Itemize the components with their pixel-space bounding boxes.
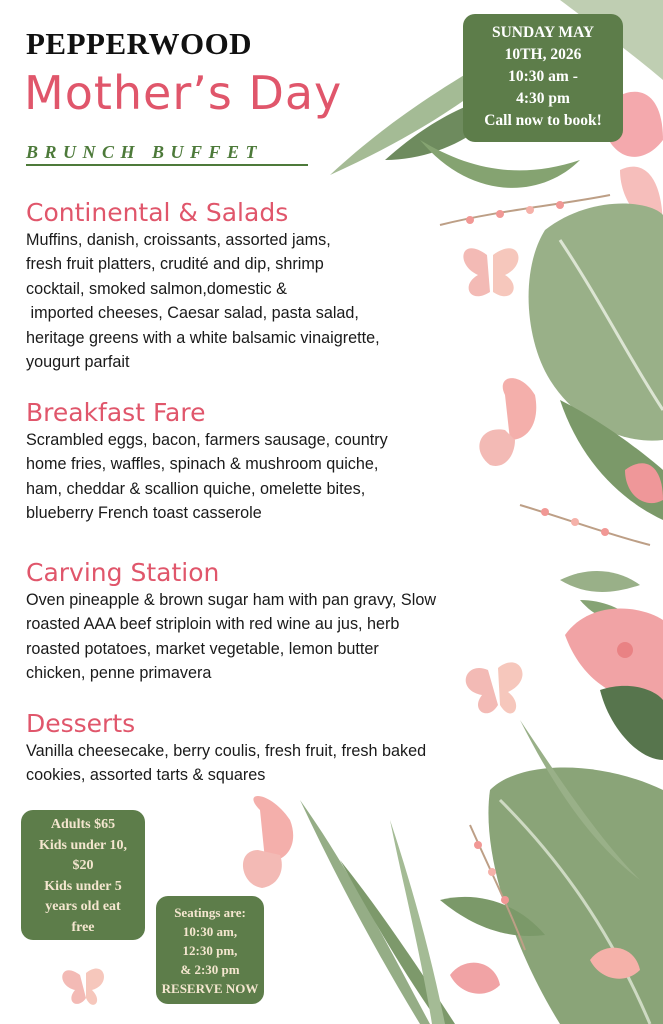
event-subtitle: BRUNCH BUFFET (26, 142, 308, 166)
bud (501, 896, 509, 904)
call-to-book: Call now to book! (484, 112, 602, 129)
pink-flower-bottom (450, 963, 500, 994)
bud (556, 201, 564, 209)
bud (474, 841, 482, 849)
item-line: fresh fruit platters, crudité and dip, shrimp (26, 255, 324, 274)
item-line: chicken, penne primavera (26, 664, 212, 683)
seating-line: 12:30 pm, (182, 943, 238, 958)
price-line: years old eat (45, 899, 121, 914)
section-items (26, 739, 546, 788)
item-line: roasted AAA beef striploin with red wine au jus, herb (26, 615, 400, 634)
item-line: roasted potatoes, market vegetable, lemon butter (26, 639, 379, 658)
item-line: cocktail, smoked salmon,domestic & (26, 279, 287, 298)
item-line: Muffins, danish, croissants, assorted jams, (26, 231, 331, 249)
section-items (26, 228, 526, 374)
section-heading: Continental & Salads (26, 198, 289, 227)
event-date-box (463, 14, 623, 142)
bud (601, 528, 609, 536)
bud (571, 518, 579, 526)
seating-line: Seatings are: (174, 905, 246, 920)
price-line: Kids under 10, (38, 837, 128, 853)
restaurant-name: PEPPERWOOD (26, 26, 253, 61)
section-continental-salads (26, 198, 526, 374)
grass-leaf (390, 820, 445, 1024)
date-line: SUNDAY MAY (491, 24, 595, 41)
time-line: 4:30 pm (516, 90, 570, 107)
bud-branch-middle (520, 505, 650, 545)
reserve-now: RESERVE NOW (161, 981, 259, 996)
small-leaf (560, 571, 640, 592)
pricing-box (21, 810, 145, 940)
section-desserts (26, 709, 546, 788)
price-line: Adults $65 (50, 817, 116, 832)
bud (526, 206, 534, 214)
item-line: blueberry French toast casserole (26, 504, 262, 523)
price-line: $20 (72, 858, 94, 873)
butterfly-bottom-left (62, 969, 104, 1005)
section-heading: Desserts (26, 709, 136, 738)
item-line: Oven pineapple & brown sugar ham with pan gravy, Slow (26, 591, 437, 609)
item-line: cookies, assorted tarts & squares (26, 766, 266, 785)
price-line: free (71, 919, 95, 935)
time-line: 10:30 am - (508, 68, 578, 85)
price-line: Kids under 5 (44, 878, 122, 894)
item-line: yougurt parfait (26, 353, 130, 372)
monstera-leaf-upper (529, 204, 663, 441)
dark-leaf-bottom-right (600, 686, 663, 760)
item-line: imported cheeses, Caesar salad, pasta salad, (26, 304, 359, 323)
flower-center (617, 642, 633, 658)
bud (541, 508, 549, 516)
item-line: ham, cheddar & scallion quiche, omelette bites, (26, 479, 366, 498)
event-title: Mother’s Day (24, 66, 343, 120)
seating-box (156, 896, 264, 1004)
item-line: home fries, waffles, spinach & mushroom quiche, (26, 455, 379, 474)
section-breakfast-fare (26, 398, 526, 526)
section-heading: Breakfast Fare (26, 398, 206, 427)
butterfly-bottom-center (243, 796, 293, 888)
item-line: heritage greens with a white balsamic vinaigrette, (26, 328, 380, 347)
section-heading: Carving Station (26, 558, 220, 587)
seating-line: & 2:30 pm (180, 962, 240, 977)
section-items (26, 428, 526, 526)
date-line: 10TH, 2026 (504, 46, 582, 63)
bud (488, 868, 496, 876)
seating-line: 10:30 am, (182, 924, 238, 939)
section-items (26, 588, 546, 686)
section-carving-station (26, 558, 546, 686)
item-line: Scrambled eggs, bacon, farmers sausage, country (26, 431, 388, 449)
item-line: Vanilla cheesecake, berry coulis, fresh fruit, fresh baked (26, 742, 427, 760)
